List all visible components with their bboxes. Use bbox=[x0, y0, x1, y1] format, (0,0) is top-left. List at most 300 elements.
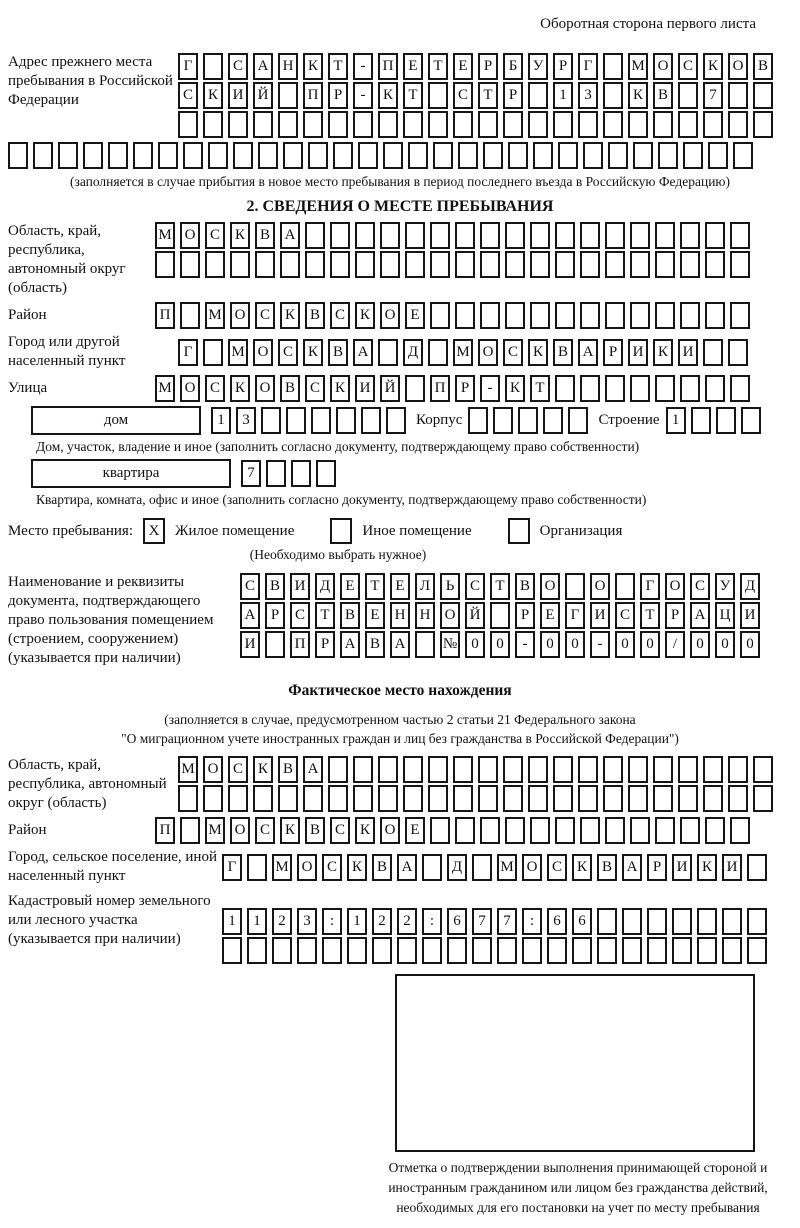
char-cell: С bbox=[305, 375, 325, 402]
char-cell: О bbox=[380, 302, 400, 329]
char-cell bbox=[703, 756, 723, 783]
cell-row bbox=[222, 908, 767, 935]
char-cell bbox=[178, 785, 198, 812]
char-cell bbox=[453, 111, 473, 138]
char-cell bbox=[497, 937, 517, 964]
char-cell: Д bbox=[315, 573, 335, 600]
char-cell bbox=[678, 756, 698, 783]
char-cell bbox=[278, 82, 298, 109]
char-cell bbox=[158, 142, 178, 169]
cadastre-label: Кадастровый номер земельного или лесного участка (указывается при наличии) bbox=[8, 893, 211, 947]
cell-row bbox=[222, 854, 767, 881]
char-cell bbox=[208, 142, 228, 169]
char-cell: К bbox=[653, 339, 673, 366]
char-cell bbox=[230, 251, 250, 278]
char-cell bbox=[328, 785, 348, 812]
char-cell: А bbox=[353, 339, 373, 366]
char-cell: 2 bbox=[372, 908, 392, 935]
char-cell bbox=[622, 937, 642, 964]
char-cell: В bbox=[280, 375, 300, 402]
char-cell bbox=[386, 407, 406, 434]
char-cell: 0 bbox=[540, 631, 560, 658]
house-note: Дом, участок, владение и иное (заполнить согласно документу, подтверждающему право собственности) bbox=[36, 439, 640, 454]
char-cell: К bbox=[355, 302, 375, 329]
char-cell: - bbox=[480, 375, 500, 402]
char-cell: В bbox=[328, 339, 348, 366]
char-cell bbox=[553, 111, 573, 138]
char-cell bbox=[203, 785, 223, 812]
char-cell bbox=[247, 937, 267, 964]
char-cell: 6 bbox=[547, 908, 567, 935]
char-cell bbox=[258, 142, 278, 169]
char-cell bbox=[183, 142, 203, 169]
cell-row bbox=[155, 251, 750, 278]
char-cell: К bbox=[303, 339, 323, 366]
char-cell: В bbox=[597, 854, 617, 881]
char-cell bbox=[678, 82, 698, 109]
char-cell: С bbox=[205, 375, 225, 402]
cell-row bbox=[211, 407, 406, 434]
char-cell: Т bbox=[428, 53, 448, 80]
char-cell bbox=[528, 111, 548, 138]
char-cell: О bbox=[540, 573, 560, 600]
char-cell bbox=[647, 937, 667, 964]
char-cell: О bbox=[665, 573, 685, 600]
char-cell: Е bbox=[403, 53, 423, 80]
char-cell: Е bbox=[340, 573, 360, 600]
char-cell bbox=[430, 222, 450, 249]
char-cell bbox=[703, 785, 723, 812]
char-cell bbox=[505, 817, 525, 844]
char-cell: : bbox=[322, 908, 342, 935]
char-cell: Р bbox=[665, 602, 685, 629]
char-cell: 0 bbox=[615, 631, 635, 658]
char-cell bbox=[233, 142, 253, 169]
char-cell bbox=[422, 937, 442, 964]
house-box-label: дом bbox=[31, 406, 201, 435]
char-cell: Г bbox=[578, 53, 598, 80]
char-cell bbox=[378, 756, 398, 783]
char-cell: О bbox=[180, 375, 200, 402]
char-cell: И bbox=[355, 375, 375, 402]
char-cell bbox=[480, 251, 500, 278]
char-cell bbox=[505, 302, 525, 329]
char-cell bbox=[533, 142, 553, 169]
char-cell bbox=[568, 407, 588, 434]
char-cell: О bbox=[230, 817, 250, 844]
char-cell: 0 bbox=[640, 631, 660, 658]
char-cell: С bbox=[228, 756, 248, 783]
char-cell bbox=[730, 251, 750, 278]
char-cell bbox=[205, 251, 225, 278]
char-cell bbox=[633, 142, 653, 169]
char-cell: В bbox=[365, 631, 385, 658]
char-cell bbox=[108, 142, 128, 169]
char-cell bbox=[316, 460, 336, 487]
char-cell: 0 bbox=[690, 631, 710, 658]
stay-option-label-inoe: Иное помещение bbox=[362, 522, 472, 539]
char-cell bbox=[753, 82, 773, 109]
prev-address-section bbox=[8, 53, 792, 138]
char-cell bbox=[261, 407, 281, 434]
char-cell bbox=[605, 302, 625, 329]
char-cell: О bbox=[230, 302, 250, 329]
char-cell: Д bbox=[740, 573, 760, 600]
char-cell: И bbox=[290, 573, 310, 600]
char-cell bbox=[680, 817, 700, 844]
char-cell: И bbox=[240, 631, 260, 658]
char-cell bbox=[447, 937, 467, 964]
char-cell bbox=[180, 302, 200, 329]
cell-row bbox=[666, 407, 761, 434]
char-cell: О bbox=[522, 854, 542, 881]
char-cell: П bbox=[378, 53, 398, 80]
char-cell bbox=[580, 302, 600, 329]
char-cell: И bbox=[228, 82, 248, 109]
char-cell bbox=[483, 142, 503, 169]
char-cell bbox=[518, 407, 538, 434]
stay-type-row bbox=[8, 518, 792, 544]
char-cell bbox=[355, 222, 375, 249]
char-cell bbox=[508, 142, 528, 169]
char-cell bbox=[428, 339, 448, 366]
char-cell: Е bbox=[365, 602, 385, 629]
char-cell: К bbox=[528, 339, 548, 366]
char-cell bbox=[178, 111, 198, 138]
cell-row bbox=[468, 407, 588, 434]
char-cell bbox=[493, 407, 513, 434]
cell-row bbox=[155, 222, 750, 249]
char-cell bbox=[455, 817, 475, 844]
char-cell bbox=[580, 375, 600, 402]
char-cell bbox=[472, 854, 492, 881]
char-cell bbox=[653, 756, 673, 783]
char-cell bbox=[328, 111, 348, 138]
char-cell: Т bbox=[365, 573, 385, 600]
char-cell: 3 bbox=[236, 407, 256, 434]
char-cell bbox=[403, 785, 423, 812]
char-cell: - bbox=[353, 53, 373, 80]
char-cell bbox=[703, 339, 723, 366]
char-cell bbox=[753, 785, 773, 812]
char-cell: И bbox=[590, 602, 610, 629]
char-cell: Й bbox=[253, 82, 273, 109]
city-label: Город или другой населенный пункт bbox=[8, 334, 126, 369]
char-cell: А bbox=[240, 602, 260, 629]
char-cell bbox=[228, 785, 248, 812]
char-cell bbox=[522, 937, 542, 964]
char-cell: В bbox=[305, 302, 325, 329]
char-cell bbox=[330, 222, 350, 249]
char-cell bbox=[705, 817, 725, 844]
char-cell: Р bbox=[503, 82, 523, 109]
char-cell bbox=[603, 785, 623, 812]
cell-row bbox=[178, 82, 773, 109]
char-cell: О bbox=[590, 573, 610, 600]
char-cell: 2 bbox=[272, 908, 292, 935]
char-cell: А bbox=[280, 222, 300, 249]
char-cell: Д bbox=[403, 339, 423, 366]
cell-row bbox=[240, 602, 760, 629]
char-cell bbox=[741, 407, 761, 434]
char-cell bbox=[605, 251, 625, 278]
char-cell bbox=[397, 937, 417, 964]
char-cell bbox=[697, 937, 717, 964]
char-cell bbox=[555, 817, 575, 844]
char-cell bbox=[305, 222, 325, 249]
char-cell bbox=[453, 785, 473, 812]
char-cell: А bbox=[253, 53, 273, 80]
char-cell: О bbox=[380, 817, 400, 844]
char-cell bbox=[33, 142, 53, 169]
char-cell: С bbox=[690, 573, 710, 600]
char-cell: С bbox=[255, 302, 275, 329]
char-cell: С bbox=[322, 854, 342, 881]
char-cell bbox=[603, 53, 623, 80]
char-cell: Т bbox=[315, 602, 335, 629]
apartment-box-label: квартира bbox=[31, 459, 231, 488]
char-cell bbox=[697, 908, 717, 935]
char-cell bbox=[730, 222, 750, 249]
char-cell bbox=[286, 407, 306, 434]
char-cell bbox=[553, 756, 573, 783]
char-cell: К bbox=[330, 375, 350, 402]
char-cell bbox=[503, 756, 523, 783]
char-cell bbox=[308, 142, 328, 169]
char-cell bbox=[728, 339, 748, 366]
char-cell: К bbox=[572, 854, 592, 881]
char-cell bbox=[468, 407, 488, 434]
char-cell bbox=[430, 817, 450, 844]
char-cell bbox=[747, 854, 767, 881]
char-cell: И bbox=[678, 339, 698, 366]
char-cell bbox=[403, 756, 423, 783]
section2-title: 2. СВЕДЕНИЯ О МЕСТЕ ПРЕБЫВАНИЯ bbox=[246, 198, 554, 215]
char-cell bbox=[265, 631, 285, 658]
street-label: Улица bbox=[8, 380, 48, 396]
char-cell bbox=[283, 142, 303, 169]
cell-row bbox=[240, 631, 760, 658]
char-cell: А bbox=[390, 631, 410, 658]
char-cell: О bbox=[440, 602, 460, 629]
char-cell bbox=[630, 222, 650, 249]
char-cell bbox=[605, 222, 625, 249]
char-cell: У bbox=[528, 53, 548, 80]
char-cell: К bbox=[280, 817, 300, 844]
char-cell: 2 bbox=[397, 908, 417, 935]
char-cell bbox=[603, 82, 623, 109]
stay-type-note: (Необходимо выбрать нужное) bbox=[249, 547, 427, 562]
char-cell bbox=[378, 785, 398, 812]
char-cell bbox=[605, 375, 625, 402]
char-cell: П bbox=[155, 302, 175, 329]
char-cell bbox=[453, 756, 473, 783]
char-cell bbox=[353, 111, 373, 138]
char-cell bbox=[630, 251, 650, 278]
char-cell: 6 bbox=[447, 908, 467, 935]
char-cell bbox=[703, 111, 723, 138]
char-cell: Т bbox=[640, 602, 660, 629]
char-cell bbox=[655, 302, 675, 329]
char-cell bbox=[358, 142, 378, 169]
document-label: Наименование и реквизиты документа, подтверждающего право пользования помещением (строением, сооружением) (указывается при наличии) bbox=[8, 574, 214, 666]
house-row bbox=[31, 406, 792, 435]
char-cell: С bbox=[503, 339, 523, 366]
char-cell: Р bbox=[553, 53, 573, 80]
char-cell: М bbox=[453, 339, 473, 366]
document-section bbox=[8, 573, 792, 668]
char-cell: № bbox=[440, 631, 460, 658]
char-cell bbox=[628, 756, 648, 783]
char-cell: - bbox=[515, 631, 535, 658]
char-cell bbox=[728, 111, 748, 138]
char-cell: П bbox=[290, 631, 310, 658]
char-cell bbox=[730, 302, 750, 329]
char-cell: К bbox=[303, 53, 323, 80]
char-cell: С bbox=[255, 817, 275, 844]
char-cell bbox=[530, 251, 550, 278]
char-cell: О bbox=[255, 375, 275, 402]
char-cell bbox=[422, 854, 442, 881]
char-cell bbox=[133, 142, 153, 169]
char-cell: 0 bbox=[740, 631, 760, 658]
char-cell bbox=[555, 222, 575, 249]
fact-region-label: Область, край, республика, автономный округ (область) bbox=[8, 757, 167, 811]
char-cell: А bbox=[578, 339, 598, 366]
char-cell bbox=[222, 937, 242, 964]
char-cell bbox=[647, 908, 667, 935]
char-cell: У bbox=[715, 573, 735, 600]
fact-city-section bbox=[8, 848, 792, 886]
char-cell bbox=[455, 251, 475, 278]
char-cell bbox=[291, 460, 311, 487]
char-cell bbox=[555, 302, 575, 329]
char-cell: Т bbox=[490, 573, 510, 600]
char-cell bbox=[228, 111, 248, 138]
char-cell bbox=[655, 251, 675, 278]
char-cell bbox=[678, 111, 698, 138]
char-cell bbox=[430, 302, 450, 329]
char-cell bbox=[405, 222, 425, 249]
char-cell bbox=[353, 756, 373, 783]
char-cell bbox=[355, 251, 375, 278]
cell-row bbox=[222, 937, 767, 964]
char-cell: К bbox=[703, 53, 723, 80]
cadastre-section bbox=[8, 892, 792, 964]
char-cell bbox=[303, 785, 323, 812]
char-cell bbox=[278, 785, 298, 812]
char-cell bbox=[733, 142, 753, 169]
char-cell: С bbox=[228, 53, 248, 80]
char-cell: С bbox=[547, 854, 567, 881]
char-cell bbox=[580, 222, 600, 249]
char-cell bbox=[58, 142, 78, 169]
char-cell: 0 bbox=[715, 631, 735, 658]
char-cell: Е bbox=[540, 602, 560, 629]
char-cell bbox=[528, 82, 548, 109]
char-cell bbox=[280, 251, 300, 278]
char-cell: Й bbox=[465, 602, 485, 629]
char-cell bbox=[253, 785, 273, 812]
fact-region-section bbox=[8, 756, 792, 813]
char-cell: О bbox=[297, 854, 317, 881]
char-cell: Р bbox=[478, 53, 498, 80]
cell-row bbox=[155, 375, 750, 402]
char-cell: В bbox=[553, 339, 573, 366]
char-cell bbox=[680, 375, 700, 402]
char-cell: Н bbox=[415, 602, 435, 629]
actual-location-note-line1: (заполняется в случае, предусмотренном частью 2 статьи 21 Федерального закона bbox=[164, 712, 636, 727]
char-cell bbox=[530, 222, 550, 249]
char-cell: 1 bbox=[666, 407, 686, 434]
char-cell bbox=[8, 142, 28, 169]
prev-address-extra-row bbox=[8, 142, 792, 169]
char-cell bbox=[428, 756, 448, 783]
char-cell: 1 bbox=[553, 82, 573, 109]
char-cell: Т bbox=[403, 82, 423, 109]
char-cell: М bbox=[628, 53, 648, 80]
char-cell bbox=[428, 82, 448, 109]
char-cell bbox=[347, 937, 367, 964]
char-cell: 7 bbox=[703, 82, 723, 109]
char-cell bbox=[361, 407, 381, 434]
stamp-box bbox=[395, 974, 755, 1152]
char-cell: : bbox=[522, 908, 542, 935]
char-cell bbox=[572, 937, 592, 964]
char-cell: 1 bbox=[347, 908, 367, 935]
char-cell bbox=[278, 111, 298, 138]
char-cell: 7 bbox=[241, 460, 261, 487]
char-cell bbox=[555, 375, 575, 402]
char-cell: О bbox=[728, 53, 748, 80]
char-cell: Р bbox=[315, 631, 335, 658]
char-cell: Е bbox=[405, 302, 425, 329]
char-cell: Р bbox=[455, 375, 475, 402]
district-label: Район bbox=[8, 307, 47, 323]
char-cell bbox=[478, 111, 498, 138]
char-cell bbox=[372, 937, 392, 964]
actual-location-note-line2: "О миграционном учете иностранных граждан и лиц без гражданства в Российской Федерации") bbox=[121, 731, 679, 746]
char-cell bbox=[680, 222, 700, 249]
char-cell bbox=[472, 937, 492, 964]
char-cell bbox=[83, 142, 103, 169]
char-cell: С bbox=[678, 53, 698, 80]
char-cell bbox=[555, 251, 575, 278]
char-cell: С bbox=[465, 573, 485, 600]
char-cell bbox=[408, 142, 428, 169]
char-cell bbox=[628, 111, 648, 138]
prev-address-note: (заполняется в случае прибытия в новое место пребывания в период последнего въезда в Российскую Федерацию) bbox=[69, 174, 731, 189]
char-cell bbox=[578, 756, 598, 783]
char-cell bbox=[628, 785, 648, 812]
char-cell: В bbox=[340, 602, 360, 629]
char-cell bbox=[415, 631, 435, 658]
char-cell bbox=[428, 111, 448, 138]
char-cell: А bbox=[397, 854, 417, 881]
char-cell: А bbox=[340, 631, 360, 658]
char-cell: К bbox=[230, 222, 250, 249]
char-cell bbox=[578, 111, 598, 138]
char-cell bbox=[630, 817, 650, 844]
char-cell bbox=[672, 937, 692, 964]
char-cell: А bbox=[622, 854, 642, 881]
char-cell: Р bbox=[603, 339, 623, 366]
char-cell bbox=[328, 756, 348, 783]
char-cell: Е bbox=[453, 53, 473, 80]
char-cell bbox=[678, 785, 698, 812]
char-cell bbox=[380, 251, 400, 278]
char-cell: Н bbox=[390, 602, 410, 629]
